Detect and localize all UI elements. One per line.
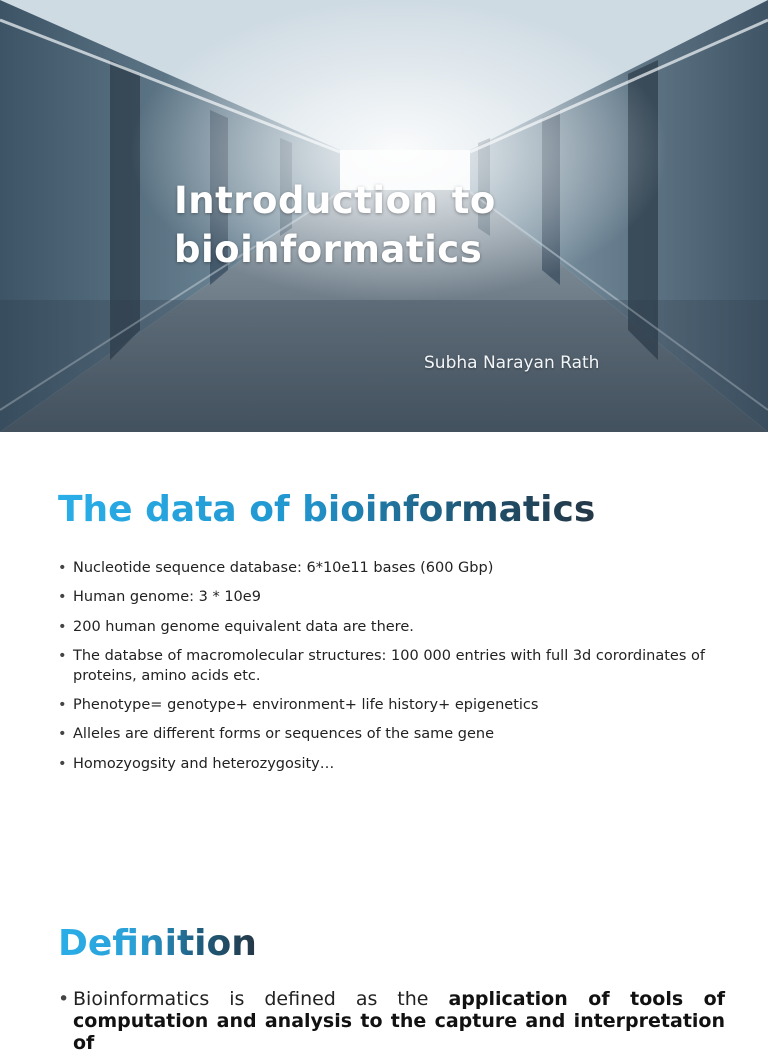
title-slide	[0, 0, 768, 432]
title-line-2: bioinformatics	[174, 228, 483, 271]
data-bullet-list	[58, 558, 710, 783]
list-item: • Phenotype= genotype+ environment+ life history+ epigenetics	[58, 695, 710, 715]
data-slide	[0, 432, 768, 864]
list-item: • The databse of macromolecular structures: 100 000 entries with full 3d corordinates of proteins, amino acids etc.	[58, 646, 710, 686]
list-item: • Alleles are different forms or sequences of the same gene	[58, 724, 710, 744]
definition-lead: Bioinformatics is defined as the	[73, 988, 449, 1010]
list-item: • Homozyogsity and heterozygosity…	[58, 754, 710, 774]
definition-heading: Definition	[58, 920, 257, 968]
definition-bold: application of tools of computation and analysis to the capture and interpretation of	[73, 988, 725, 1054]
author-name: Subha Narayan Rath	[424, 353, 600, 373]
data-slide-heading: The data of bioinformatics	[58, 486, 595, 534]
presentation-title	[174, 176, 496, 274]
definition-text	[58, 988, 725, 1054]
list-item: • 200 human genome equivalent data are there.	[58, 617, 710, 637]
title-line-1: Introduction to	[174, 179, 496, 222]
definition-slide	[0, 864, 768, 1054]
list-item: • Human genome: 3 * 10e9	[58, 587, 710, 607]
list-item: • Nucleotide sequence database: 6*10e11 bases (600 Gbp)	[58, 558, 710, 578]
